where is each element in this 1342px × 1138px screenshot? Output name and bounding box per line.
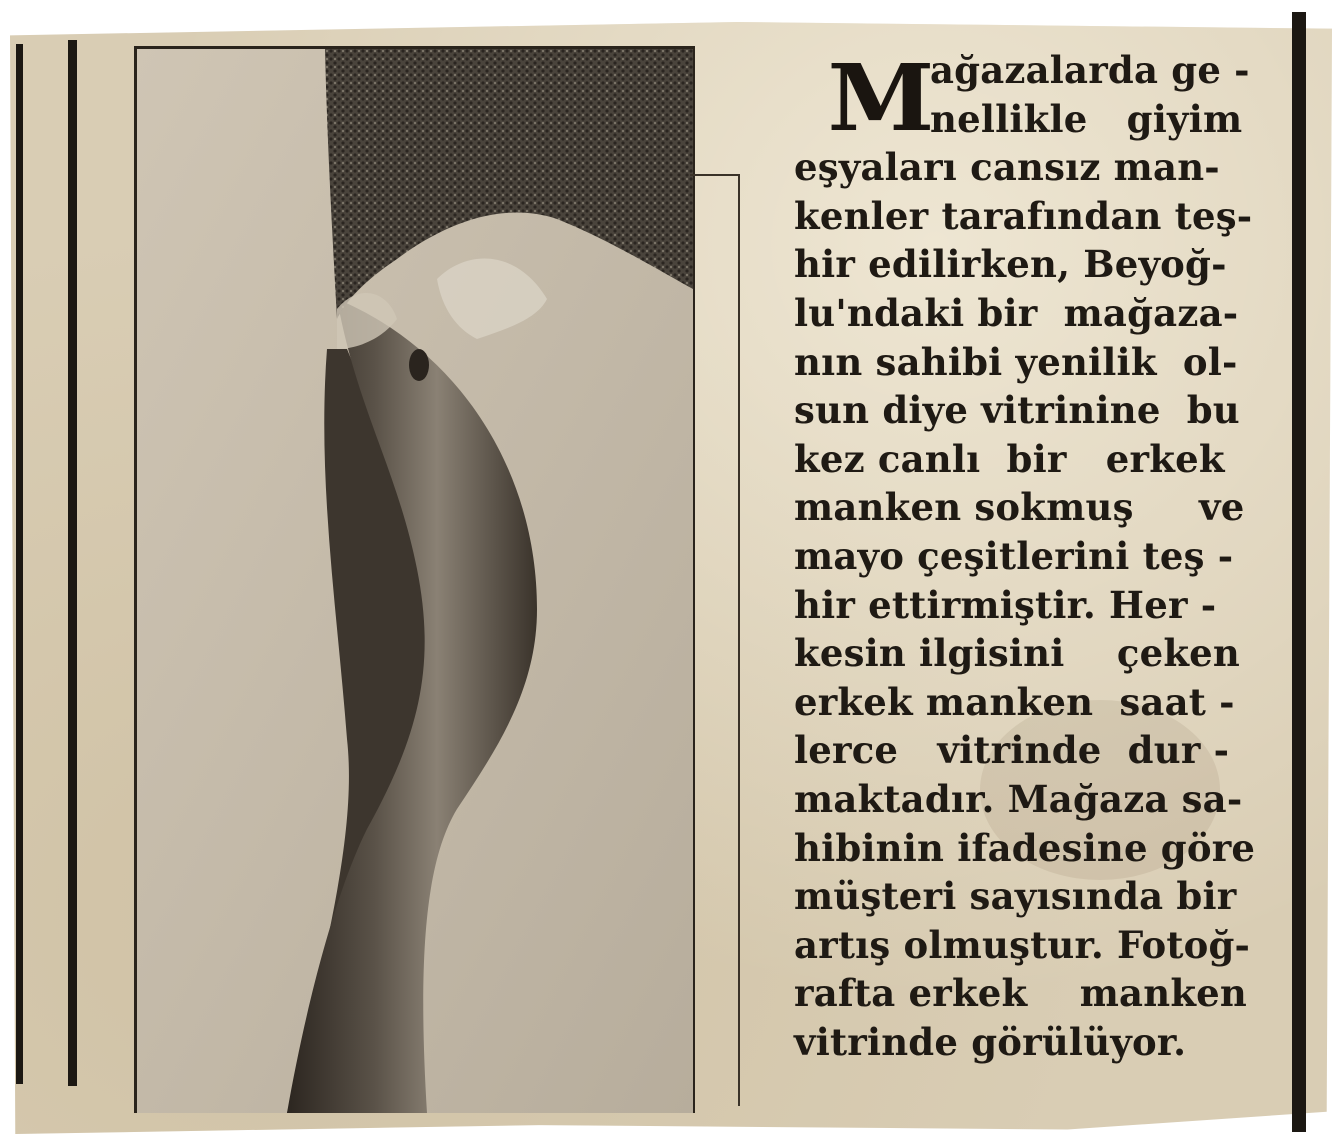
photo-caption-frame bbox=[690, 174, 740, 1106]
article-line: nın sahibi yenilik ol- bbox=[794, 339, 1238, 384]
article-body bbox=[794, 46, 1256, 1066]
article-line: kesin ilgisini çeken bbox=[794, 631, 1240, 676]
article-line: ağazalarda ge - bbox=[930, 48, 1250, 92]
mannequin-legs-photo bbox=[137, 49, 693, 1113]
drop-cap: M bbox=[827, 44, 935, 152]
article-line: rafta erkek manken bbox=[794, 971, 1248, 1016]
article-line: nellikle giyim bbox=[930, 96, 1243, 141]
left-outer-rule bbox=[16, 44, 23, 1084]
article-line: maktadır. Mağaza sa- bbox=[794, 776, 1243, 821]
article-line: eşyaları cansız man- bbox=[794, 145, 1220, 190]
article-line: kez canlı bir erkek bbox=[794, 436, 1225, 481]
article-line: artış olmuştur. Fotoğ- bbox=[794, 922, 1251, 967]
article-line: hibinin ifadesine göre bbox=[794, 825, 1256, 870]
article-line: hir edilirken, Beyoğ- bbox=[794, 242, 1227, 287]
article-line: erkek manken saat - bbox=[794, 679, 1235, 724]
article-line: vitrinde görülüyor. bbox=[794, 1019, 1187, 1064]
article-line: lu'ndaki bir mağaza- bbox=[794, 290, 1239, 335]
article-line: mayo çeşitlerini teş - bbox=[794, 533, 1234, 578]
left-inner-rule bbox=[68, 40, 77, 1086]
article-line: kenler tarafından teş- bbox=[794, 193, 1253, 238]
article-line: hir ettirmiştir. Her - bbox=[794, 582, 1217, 627]
article-line: manken sokmuş ve bbox=[794, 485, 1245, 530]
article-line: lerce vitrinde dur - bbox=[794, 728, 1230, 773]
news-photo bbox=[134, 46, 695, 1113]
article-line: sun diye vitrinine bu bbox=[794, 388, 1240, 433]
article-line: müşteri sayısında bir bbox=[794, 874, 1237, 919]
right-column-rule bbox=[1292, 12, 1306, 1132]
